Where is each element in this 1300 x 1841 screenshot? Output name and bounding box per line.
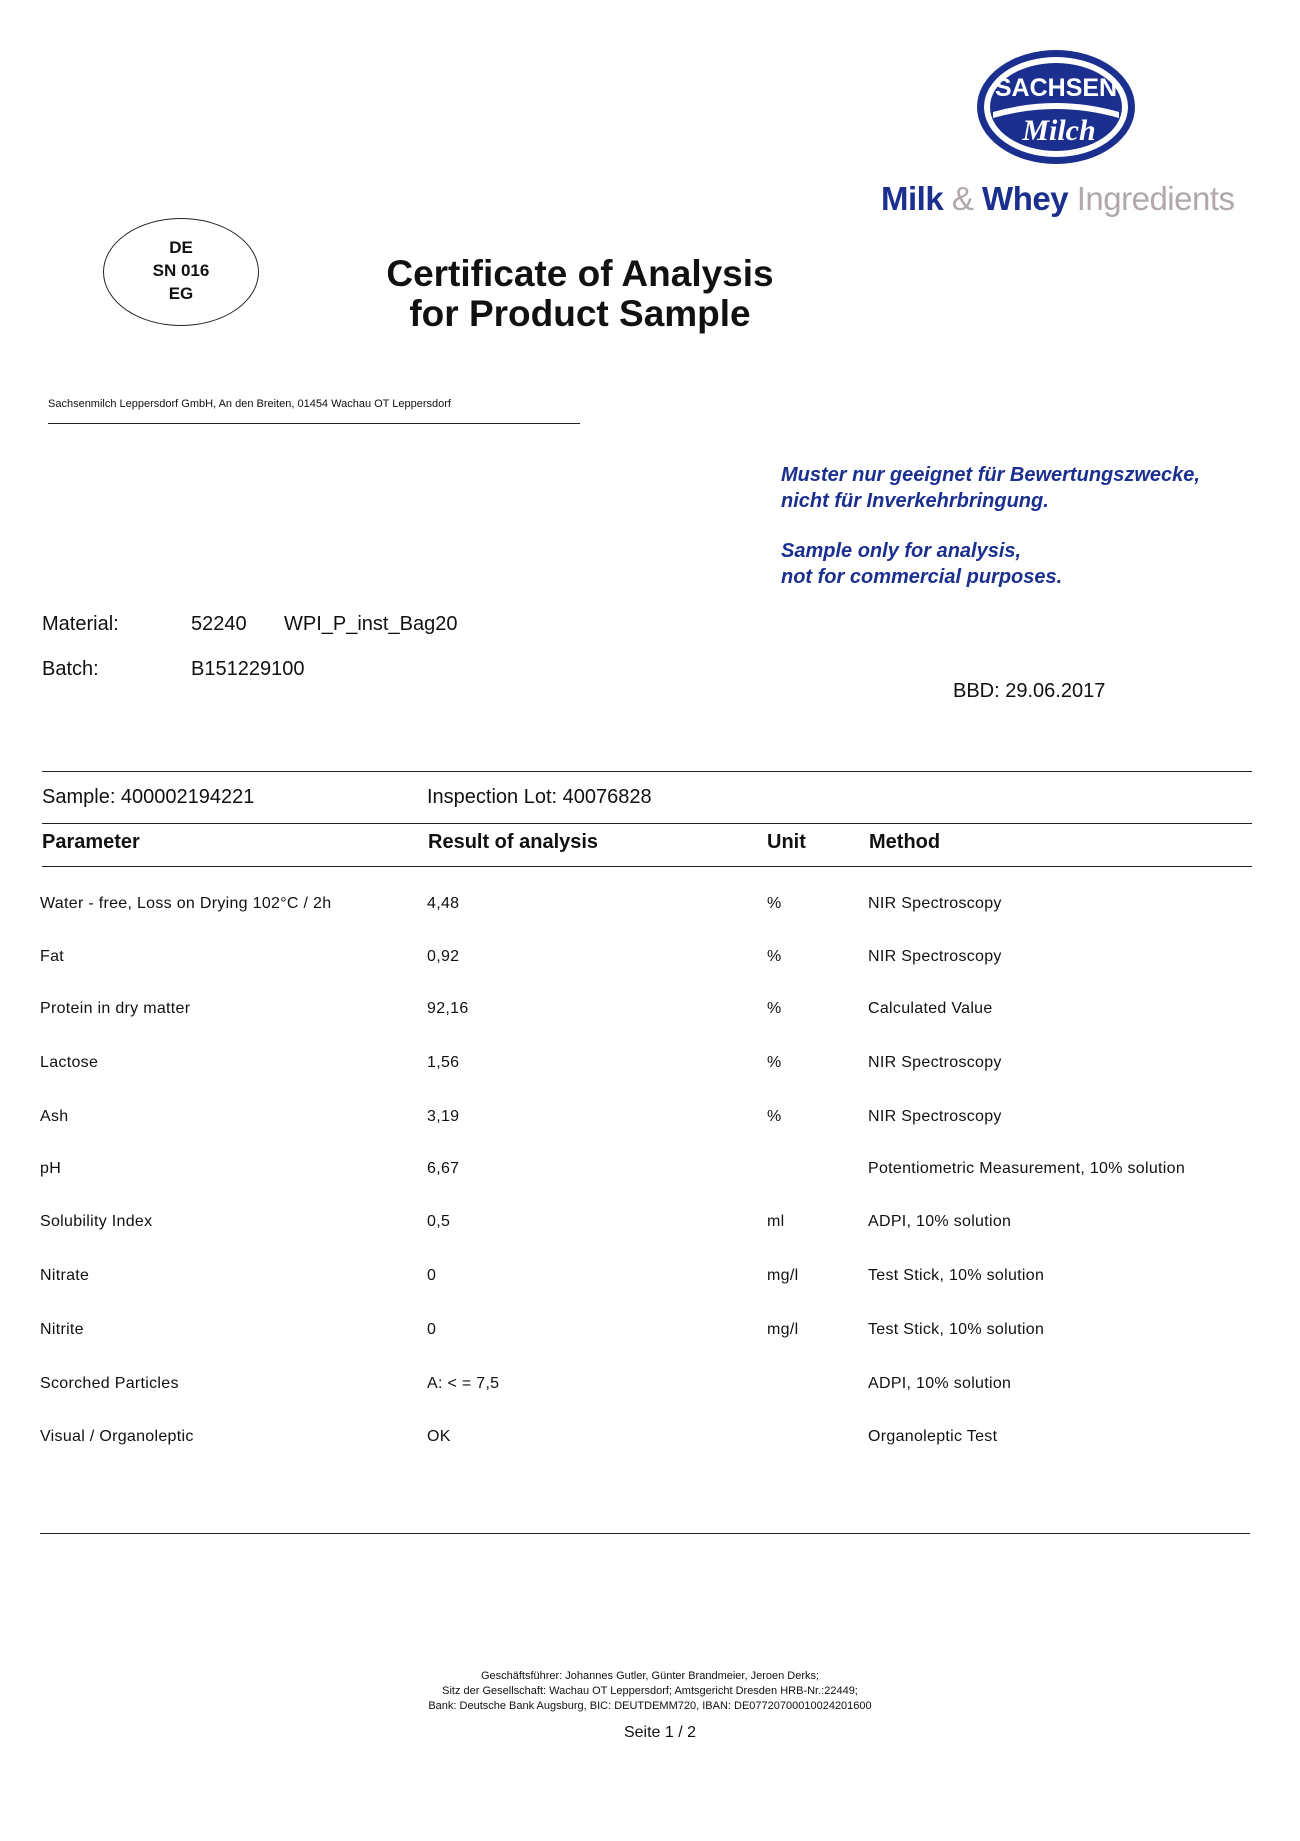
row-unit: mg/l [767, 1321, 799, 1338]
row-unit: mg/l [767, 1267, 799, 1284]
page-title [330, 254, 830, 334]
table-header-divider [42, 866, 1252, 867]
row-method: Organoleptic Test [868, 1428, 998, 1445]
row-unit: % [767, 895, 782, 912]
address-divider [48, 423, 580, 424]
table-row [0, 1375, 1300, 1405]
row-result: 4,48 [427, 895, 460, 912]
stamp-line-eg: EG [168, 284, 194, 303]
logo-badge-text: SACHSEN [994, 74, 1118, 102]
row-parameter: Ash [40, 1108, 69, 1125]
logo-script-text: Milch [1022, 114, 1096, 147]
row-method: ADPI, 10% solution [868, 1375, 1012, 1392]
row-parameter: Nitrite [40, 1321, 84, 1338]
material-code: 52240 [191, 613, 247, 635]
table-row [0, 1054, 1300, 1084]
table-row [0, 1321, 1300, 1351]
table-row [0, 1267, 1300, 1297]
best-before-date: BBD: 29.06.2017 [953, 680, 1106, 702]
row-result: 0,5 [427, 1213, 451, 1230]
row-result: 3,19 [427, 1108, 460, 1125]
column-header-parameter: Parameter [42, 831, 140, 853]
title-line-2: for Product Sample [409, 293, 751, 334]
notice-german-line-1: Muster nur geeignet für Bewertungszwecke, [781, 464, 1200, 486]
column-header-unit: Unit [767, 831, 806, 853]
row-method: NIR Spectroscopy [868, 1054, 1002, 1071]
table-row [0, 948, 1300, 978]
row-result: 92,16 [427, 1000, 469, 1017]
material-name: WPI_P_inst_Bag20 [284, 613, 458, 635]
row-unit: % [767, 1054, 782, 1071]
inspection-lot: Inspection Lot: 40076828 [427, 786, 652, 808]
company-footer [300, 1669, 1000, 1714]
row-parameter: Solubility Index [40, 1213, 153, 1230]
batch-value: B151229100 [191, 658, 305, 680]
table-row [0, 1160, 1300, 1190]
table-top-divider [42, 771, 1252, 772]
sachsenmilch-logo [975, 48, 1137, 166]
row-parameter: Scorched Particles [40, 1375, 179, 1392]
brand-milk: Milk [881, 180, 944, 217]
row-method: Test Stick, 10% solution [868, 1267, 1045, 1284]
sample-notice [781, 462, 1200, 614]
footer-bank-details: Bank: Deutsche Bank Augsburg, BIC: DEUTDEMM720, IBAN: DE07720700010024201600 [428, 1700, 872, 1712]
material-label: Material: [42, 613, 119, 635]
notice-german-line-2: nicht für Inverkehrbringung. [781, 490, 1049, 512]
row-parameter: Nitrate [40, 1267, 90, 1284]
brand-whey: Whey [982, 180, 1069, 217]
notice-english [781, 538, 1200, 590]
row-unit: % [767, 1108, 782, 1125]
title-line-1: Certificate of Analysis [386, 253, 774, 294]
row-method: Test Stick, 10% solution [868, 1321, 1045, 1338]
brand-tagline [881, 180, 1235, 218]
notice-german [781, 462, 1200, 514]
row-method: NIR Spectroscopy [868, 948, 1002, 965]
row-unit: % [767, 1000, 782, 1017]
row-result: A: < = 7,5 [427, 1375, 500, 1392]
brand-amp: & [951, 180, 974, 217]
row-result: 6,67 [427, 1160, 460, 1177]
company-address: Sachsenmilch Leppersdorf GmbH, An den Breiten, 01454 Wachau OT Leppersdorf [48, 398, 451, 410]
brand-ingredients: Ingredients [1076, 180, 1235, 217]
table-row [0, 1428, 1300, 1458]
row-method: ADPI, 10% solution [868, 1213, 1012, 1230]
table-row [0, 1108, 1300, 1138]
footer-registered-office: Sitz der Gesellschaft: Wachau OT Leppersdorf; Amtsgericht Dresden HRB-Nr.:22449; [442, 1685, 858, 1697]
row-parameter: Water - free, Loss on Drying 102°C / 2h [40, 895, 332, 912]
row-unit: % [767, 948, 782, 965]
row-parameter: Protein in dry matter [40, 1000, 191, 1017]
column-header-result: Result of analysis [428, 831, 599, 853]
row-result: OK [427, 1428, 451, 1445]
health-mark-stamp [103, 218, 259, 326]
table-bottom-divider [40, 1533, 1250, 1534]
sample-number: Sample: 400002194221 [42, 786, 255, 808]
column-header-method: Method [869, 831, 941, 853]
row-parameter: Lactose [40, 1054, 99, 1071]
row-method: Potentiometric Measurement, 10% solution [868, 1160, 1186, 1177]
row-result: 0,92 [427, 948, 460, 965]
row-result: 0 [427, 1321, 437, 1338]
table-row [0, 1213, 1300, 1243]
notice-english-line-2: not for commercial purposes. [781, 566, 1063, 588]
batch-label: Batch: [42, 658, 99, 680]
row-method: NIR Spectroscopy [868, 1108, 1002, 1125]
row-result: 1,56 [427, 1054, 460, 1071]
table-row [0, 1000, 1300, 1030]
page-number: Seite 1 / 2 [623, 1724, 697, 1741]
table-row [0, 895, 1300, 925]
row-parameter: pH [40, 1160, 62, 1177]
row-result: 0 [427, 1267, 437, 1284]
row-method: Calculated Value [868, 1000, 993, 1017]
stamp-line-number: SN 016 [152, 261, 210, 280]
footer-managing-directors: Geschäftsführer: Johannes Gutler, Günter Brandmeier, Jeroen Derks; [480, 1670, 820, 1682]
table-sample-divider [42, 823, 1252, 824]
row-method: NIR Spectroscopy [868, 895, 1002, 912]
stamp-line-country: DE [169, 238, 193, 257]
row-parameter: Visual / Organoleptic [40, 1428, 194, 1445]
row-parameter: Fat [40, 948, 65, 965]
notice-english-line-1: Sample only for analysis, [781, 540, 1022, 562]
row-unit: ml [767, 1213, 785, 1230]
